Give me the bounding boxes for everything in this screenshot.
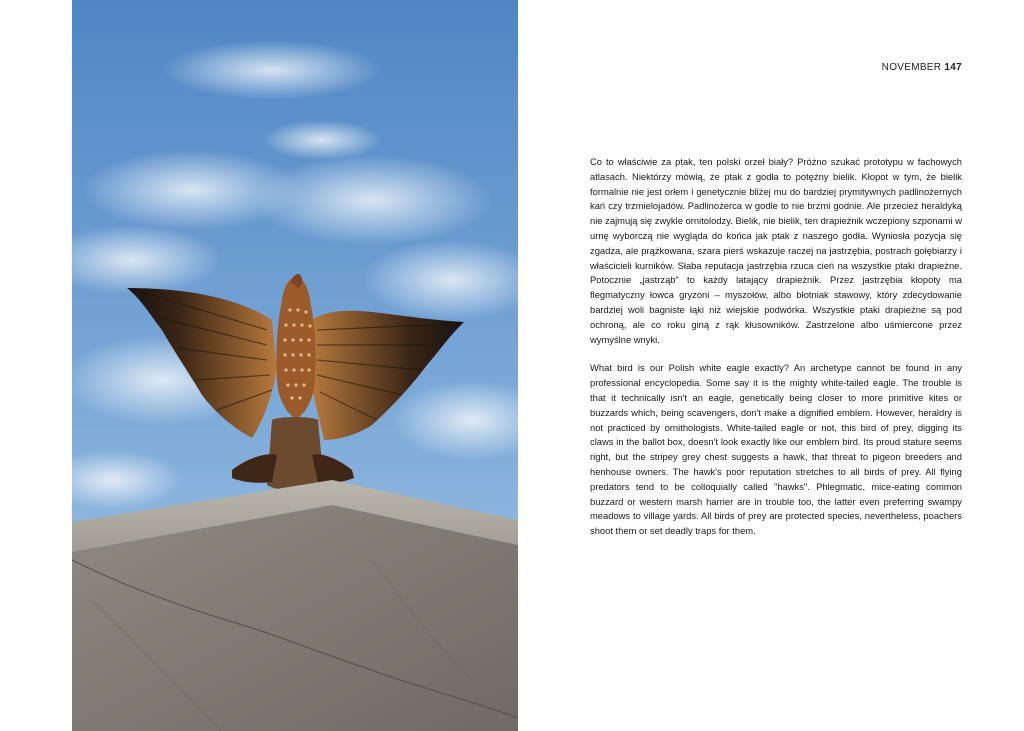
photo-panel: [72, 0, 518, 731]
concrete-pedestal: [72, 480, 518, 731]
paragraph-polish: Co to właściwie za ptak, ten polski orzeł biały? Próżno szukać prototypu w fachowych atlasach. Niektórzy mówią, że ptak z godła to potężny bielik. Kłopot w tym, że bielik formalnie nie jest orłem i genetycznie bliżej mu do bardziej prymitywnych padlinożernych kań czy trzmielojadów. Padlinożerca w godle to nie brzmi godnie. Ale przecież heraldyką nie zajmują się zwykle ornitolodzy. Bielik, nie bielik, ten drapieżnik wczepiony szponami w urnę wyborczą nie wygląda do końca jak ptak z naszego godła. Wyniosła pozycja się zgadza, ale prążkowana, szara pierś wskazuje raczej na jastrzębia, postrach gołębiarzy i właścicieli kurników. Słaba reputacja jastrzębia rzuca cień na wszystkie ptaki drapieżne. Potocznie „jastrząb” to każdy latający drapieżnik. Przez jastrzębia kłopoty ma flegmatyczny łowca gryzoni – myszołów, albo błotniak stawowy, który zdecydowanie bardziej woli bagniste łąki niż wiejskie podwórka. Wszystkie ptaki drapieżne są pod ochroną, ale co roku giną z rąk kłusowników. Zastrzelone albo uśmiercone przez wymyślne wnyki.: [590, 156, 962, 345]
eagle-sculpture-photo: [72, 0, 518, 731]
page-header: [882, 62, 962, 73]
header-month: NOVEMBER: [881, 62, 942, 73]
paragraph-english: What bird is our Polish white eagle exactly? An archetype cannot be found in any professional encyclopedia. Some say it is the mighty white-tailed eagle. The trouble is that it technically isn't an eagle, genetically being closer to more primitive kites or buzzards which, being scavengers, don't make a dignified emblem. However, heraldry is not practiced by ornithologists. White-tailed eagle or not, this bird of prey, digging its claws in the ballot box, doesn't look exactly like our emblem bird. Its proud stature seems right, but the stripey grey chest suggests a hawk, that threat to pigeon breeders and henhouse owners. The hawk's poor reputation stretches to all birds of prey. All flying predators tend to be colloquially called "hawks". Phlegmatic, mice-eating common buzzard or western marsh harrier are in trouble too, the latter even preferring swampy meadows to village yards. All birds of prey are protected species, nevertheless, poachers shoot them or set deadly traps for them.: [590, 362, 962, 537]
page-number: 147: [944, 62, 962, 73]
body-text: [590, 155, 962, 553]
